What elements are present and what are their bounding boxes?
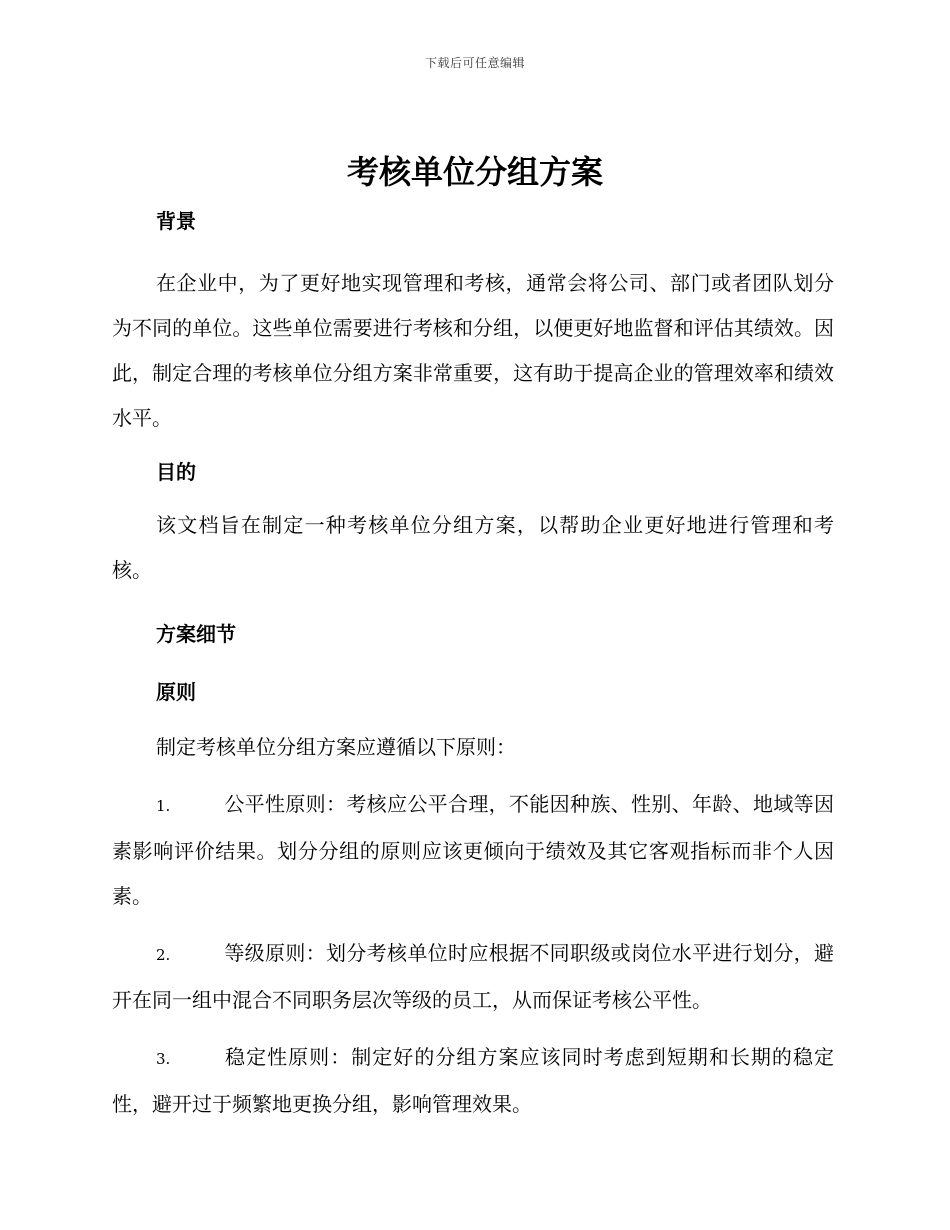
paragraph-purpose: 该文档旨在制定一种考核单位分组方案，以帮助企业更好地进行管理和考核。 [112, 513, 834, 582]
heading-purpose: 目的 [156, 460, 196, 484]
heading-background: 背景 [156, 209, 196, 233]
principle-item-2 [112, 931, 834, 1023]
heading-principles: 原则 [156, 680, 196, 704]
principle-number: 1. [156, 797, 171, 815]
principle-text: 稳定性原则：制定好的分组方案应该同时考虑到短期和长期的稳定性，避开过于频繁地更换分组，影响管理效果。 [112, 1045, 834, 1116]
principle-number: 2. [156, 946, 171, 964]
paragraph-background: 在企业中，为了更好地实现管理和考核，通常会将公司、部门或者团队划分为不同的单位。这些单位需要进行考核和分组，以便更好地监督和评估其绩效。因此，制定合理的考核单位分组方案非常重要，这有助于提高企业的管理效率和绩效水平。 [112, 271, 834, 430]
document-body [112, 200, 834, 1127]
principle-item-1 [112, 782, 834, 919]
paragraph-principles-intro: 制定考核单位分组方案应遵循以下原则： [156, 735, 516, 759]
principle-text: 等级原则：划分考核单位时应根据不同职级或岗位水平进行划分，避开在同一组中混合不同职务层次等级的员工，从而保证考核公平性。 [112, 941, 834, 1012]
principle-number: 3. [156, 1050, 171, 1068]
header-note: 下载后可任意编辑 [424, 56, 525, 70]
principle-text: 公平性原则：考核应公平合理，不能因种族、性别、年龄、地域等因素影响评价结果。划分分组的原则应该更倾向于绩效及其它客观指标而非个人因素。 [112, 792, 834, 908]
document-title: 考核单位分组方案 [346, 153, 603, 191]
heading-details: 方案细节 [156, 622, 236, 646]
principle-item-3 [112, 1035, 834, 1127]
